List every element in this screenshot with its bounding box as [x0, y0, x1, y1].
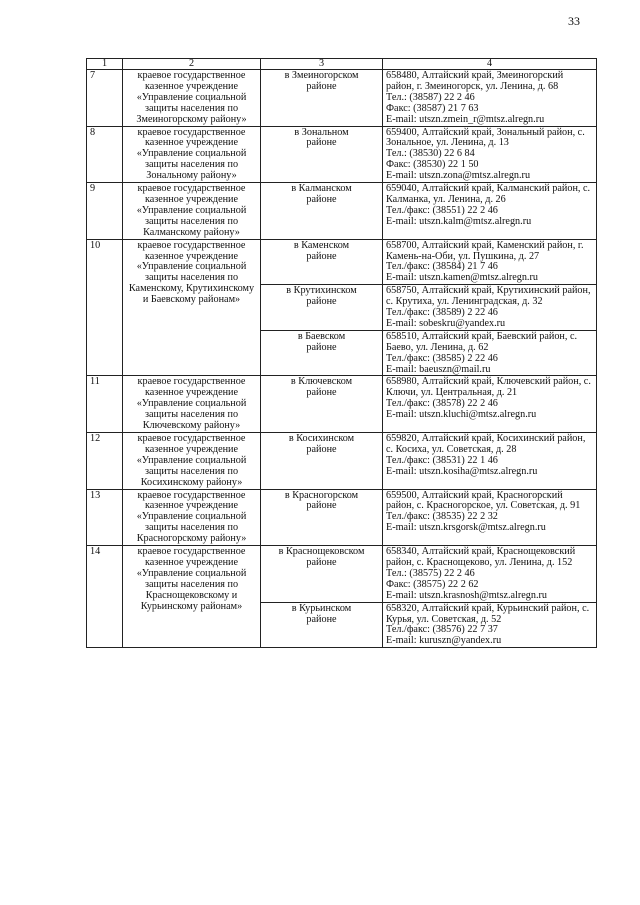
- institution-name: краевое государственное казенное учреждение «Управление социальной защиты населения по Ключевскому району»: [123, 376, 261, 433]
- page-number: 33: [568, 14, 580, 28]
- table-row: [87, 433, 597, 490]
- row-number: 14: [87, 546, 123, 648]
- district-name: в Краснощековском районе: [261, 546, 383, 603]
- contact-details: 658980, Алтайский край, Ключевский район, с. Ключи, ул. Центральная, д. 21 Тел./факс: (38578) 22 2 46 E-mail: utszn.kluchi@mtsz.alregn.ru: [383, 376, 597, 433]
- contact-details: 659400, Алтайский край, Зональный район, с. Зональное, ул. Ленина, д. 13 Тел.: (38530) 22 6 84 Факс: (38530) 22 1 50 E-mail: utszn.zona@mtsz.alregn.ru: [383, 126, 597, 183]
- row-number: 10: [87, 239, 123, 376]
- institution-name: краевое государственное казенное учреждение «Управление социальной защиты населения по Каменскому, Крутихинскому и Баевскому районам»: [123, 239, 261, 376]
- institution-name: краевое государственное казенное учреждение «Управление социальной защиты населения по Змеиногорскому району»: [123, 70, 261, 127]
- district-name: в Калманском районе: [261, 183, 383, 240]
- contact-details: 658750, Алтайский край, Крутихинский район, с. Крутиха, ул. Ленинградская, д. 32 Тел./факс: (38589) 2 22 46 E-mail: sobeskru@yandex.ru: [383, 285, 597, 331]
- contact-details: 659820, Алтайский край, Косихинский район, с. Косиха, ул. Советская, д. 28 Тел./факс: (38531) 22 1 46 E-mail: utszn.kosiha@mtsz.alregn.ru: [383, 433, 597, 490]
- district-name: в Ключевском районе: [261, 376, 383, 433]
- table-row: [87, 489, 597, 546]
- district-name: в Баевском районе: [261, 330, 383, 376]
- institution-name: краевое государственное казенное учреждение «Управление социальной защиты населения по Косихинскому району»: [123, 433, 261, 490]
- district-name: в Зональном районе: [261, 126, 383, 183]
- district-name: в Змеиногорском районе: [261, 70, 383, 127]
- row-number: 9: [87, 183, 123, 240]
- institutions-table: [86, 58, 597, 648]
- district-name: в Крутихинском районе: [261, 285, 383, 331]
- table-row: [87, 546, 597, 603]
- column-number: 2: [123, 59, 261, 70]
- contact-details: 659040, Алтайский край, Калманский район, с. Калманка, ул. Ленина, д. 26 Тел./факс: (38551) 22 2 46 E-mail: utszn.kalm@mtsz.alregn.ru: [383, 183, 597, 240]
- contact-details: 658510, Алтайский край, Баевский район, с. Баево, ул. Ленина, д. 62 Тел./факс: (38585) 2 22 46 E-mail: baeuszn@mail.ru: [383, 330, 597, 376]
- column-number: 4: [383, 59, 597, 70]
- table-row: [87, 183, 597, 240]
- district-name: в Каменском районе: [261, 239, 383, 285]
- row-number: 8: [87, 126, 123, 183]
- row-number: 7: [87, 70, 123, 127]
- table-row: [87, 70, 597, 127]
- district-name: в Косихинском районе: [261, 433, 383, 490]
- contact-details: 658340, Алтайский край, Краснощековский район, с. Краснощеково, ул. Ленина, д. 152 Тел.: (38575) 22 2 46 Факс: (38575) 22 2 62 E-mail: utszn.krasnosh@mtsz.alregn.ru: [383, 546, 597, 603]
- district-name: в Красногорском районе: [261, 489, 383, 546]
- district-name: в Курьинском районе: [261, 602, 383, 648]
- contact-details: 658320, Алтайский край, Курьинский район, с. Курья, ул. Советская, д. 52 Тел./факс: (38576) 22 7 37 E-mail: kuruszn@yandex.ru: [383, 602, 597, 648]
- column-number-row: [87, 59, 597, 70]
- column-number: 1: [87, 59, 123, 70]
- row-number: 11: [87, 376, 123, 433]
- institution-name: краевое государственное казенное учреждение «Управление социальной защиты населения по Зональному району»: [123, 126, 261, 183]
- row-number: 13: [87, 489, 123, 546]
- institution-name: краевое государственное казенное учреждение «Управление социальной защиты населения по Красногорскому району»: [123, 489, 261, 546]
- contact-details: 658700, Алтайский край, Каменский район, г. Камень-на-Оби, ул. Пушкина, д. 27 Тел./факс: (38584) 21 7 46 E-mail: utszn.kamen@mtsz.alregn.ru: [383, 239, 597, 285]
- table-row: [87, 376, 597, 433]
- institution-name: краевое государственное казенное учреждение «Управление социальной защиты населения по Калманскому району»: [123, 183, 261, 240]
- institution-name: краевое государственное казенное учреждение «Управление социальной защиты населения по Краснощековскому и Курьинскому районам»: [123, 546, 261, 648]
- column-number: 3: [261, 59, 383, 70]
- row-number: 12: [87, 433, 123, 490]
- contact-details: 659500, Алтайский край, Красногорский район, с. Красногорское, ул. Советская, д. 91 Тел./факс: (38535) 22 2 32 E-mail: utszn.krsgorsk@mtsz.alregn.ru: [383, 489, 597, 546]
- table-row: [87, 126, 597, 183]
- table-row: [87, 239, 597, 285]
- contact-details: 658480, Алтайский край, Змеиногорский район, г. Змеиногорск, ул. Ленина, д. 68 Тел.: (38587) 22 2 46 Факс: (38587) 21 7 63 E-mail: utszn.zmein_r@mtsz.alregn.ru: [383, 70, 597, 127]
